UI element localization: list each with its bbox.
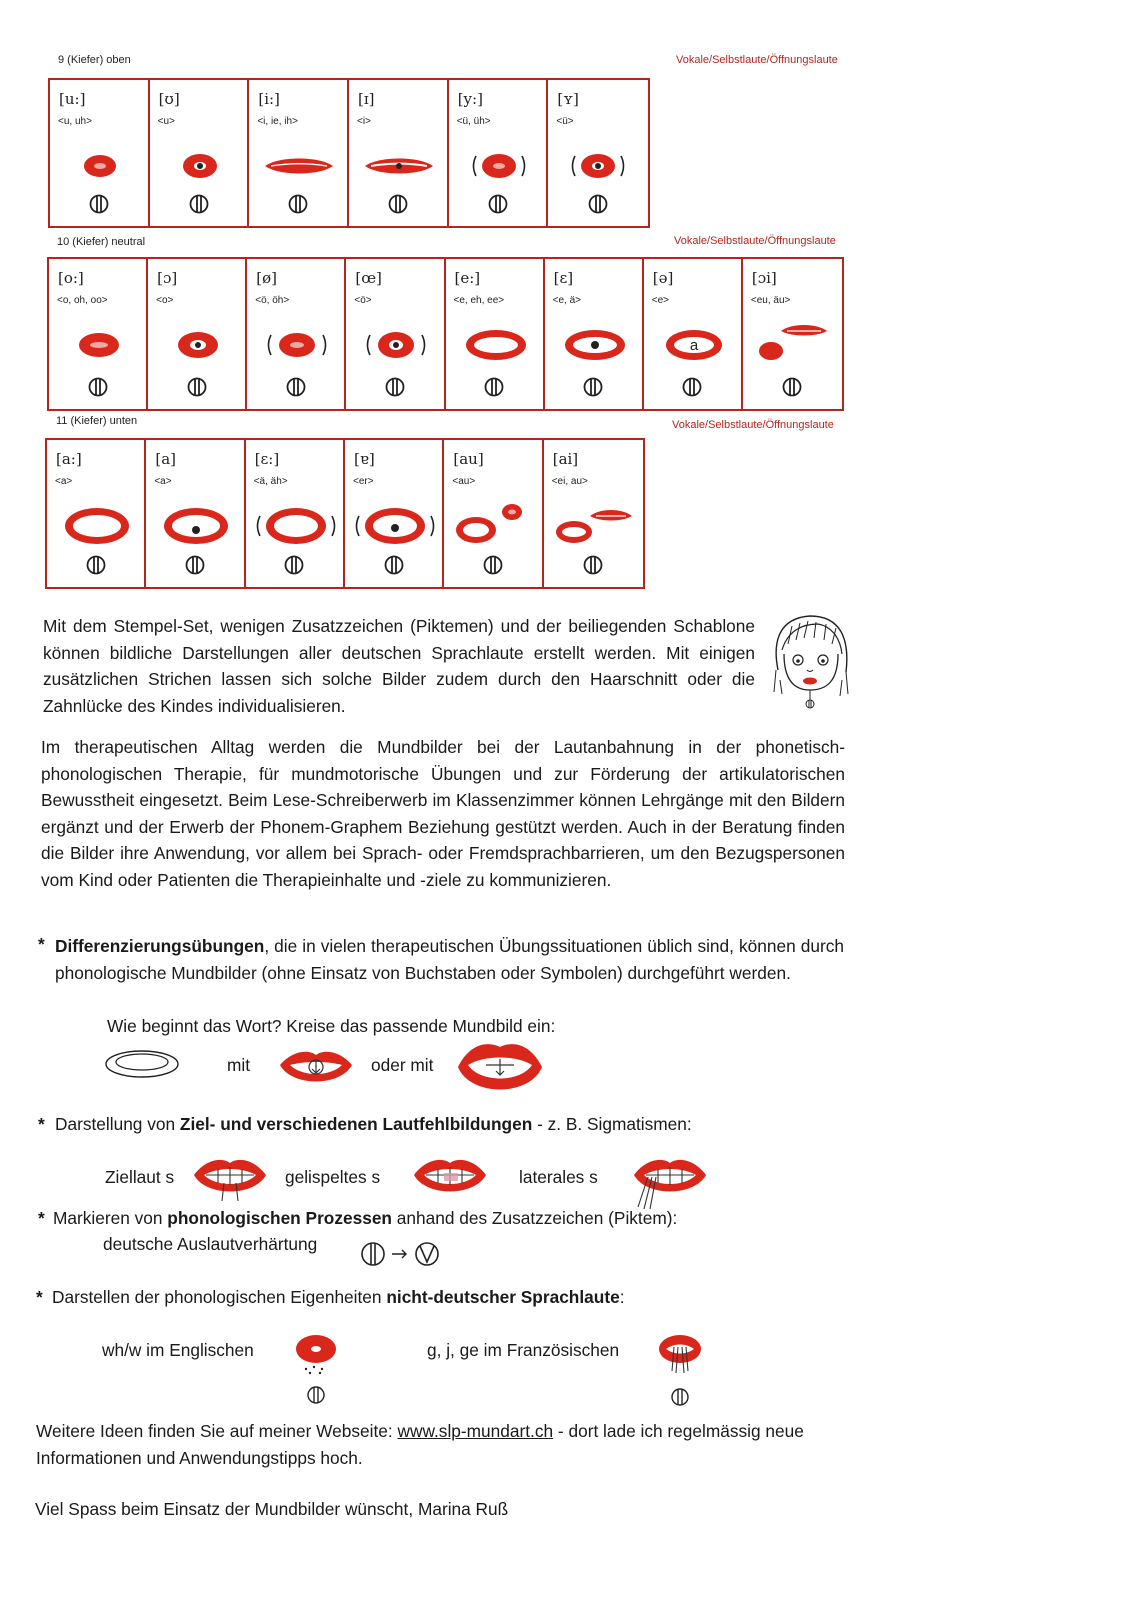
bullet-1-text [55,933,844,986]
mouth-picture [544,502,643,552]
vowel-cell [47,440,146,587]
grapheme-label: <o, oh, oo> [57,295,108,306]
voiced-icon [188,193,210,220]
grapheme-label: <i> [357,116,371,127]
mouth-picture [150,142,248,192]
vowel-cell [345,440,444,587]
website-paragraph [36,1418,844,1471]
mouth-picture [247,321,344,371]
vowel-cell [146,440,245,587]
voiced-icon [483,376,505,403]
mouth-picture [346,321,443,371]
ipa-symbol: [au] [453,450,484,468]
voiced-icon [88,193,110,220]
vowel-cell [249,80,349,226]
ipa-symbol: [ɔ] [157,269,178,287]
oder-mit-label: oder mit [371,1055,434,1075]
voiced-icon [681,376,703,403]
grapheme-label: <ö, öh> [255,295,290,306]
grapheme-label: <e, ä> [552,295,581,306]
vowel-cell [544,440,643,587]
website-pre: Weitere Ideen finden Sie auf meiner Webseite: [36,1421,398,1441]
voiced-icon [482,554,504,581]
voiced-icon [287,193,309,220]
voiced-icon [283,554,305,581]
child-face-illustration [768,610,853,710]
mouth-picture [345,502,442,552]
mouth-picture [444,502,541,552]
gelispelt-mouth-icon [412,1155,488,1208]
vowel-cell [446,259,545,409]
ipa-symbol: [o:] [58,269,84,287]
section-category-11: Vokale/Selbstlaute/Öffnungslaute [672,419,834,431]
section-label-11: 11 (Kiefer) unten [56,415,138,427]
ipa-symbol: [a:] [56,450,82,468]
voiced-icon [582,376,604,403]
vowel-cell [247,259,346,409]
voiced-icon [186,376,208,403]
mouth-picture [148,321,245,371]
grapheme-label: <ä, äh> [253,476,288,487]
grapheme-label: <u> [157,116,175,127]
lateral-mouth-icon [630,1155,710,1216]
french-label: g, j, ge im Französischen [427,1340,620,1360]
voiced-to-voiceless-icon [360,1240,444,1273]
ipa-symbol: [y:] [457,90,483,108]
mouth-picture [644,321,741,371]
closing-line: Viel Spass beim Einsatz der Mundbilder wünscht, Marina Ruß [35,1499,509,1519]
ipa-symbol: [ʏ] [557,90,579,108]
grapheme-label: <a> [154,476,172,487]
mouth-picture [548,142,648,192]
vowel-cell [743,259,842,409]
voiced-icon [582,554,604,581]
ipa-symbol: [ɔi] [751,269,777,287]
ipa-symbol: [œ] [355,269,382,287]
ipa-symbol: [i:] [258,90,280,108]
bullet-3-sub: deutsche Auslautverhärtung [103,1234,318,1254]
grapheme-label: <i, ie, ih> [257,116,298,127]
voiced-icon [85,554,107,581]
vowel-grid-lower [45,438,645,589]
mouth-oder-mit-icon [456,1039,544,1104]
mouth-mit-icon [278,1047,354,1094]
bullet-2-bold: Ziel- und verschiedenen Lautfehlbildungen [179,1114,533,1134]
bullet-3-bold: phonologischen Prozessen [167,1208,392,1228]
grapheme-label: <eu, äu> [750,295,791,306]
vowel-cell [346,259,445,409]
bullet-4-post: : [619,1287,625,1307]
grapheme-label: <ö> [354,295,372,306]
ipa-symbol: [ə] [652,269,674,287]
bullet-1-star: * [38,934,45,954]
voiced-icon [87,376,109,403]
voiced-icon [285,376,307,403]
ipa-symbol: [ø] [256,269,277,287]
bullet-2-pre: Darstellung von [55,1114,180,1134]
vowel-cell [449,80,549,226]
grapheme-label: <ei, au> [551,476,588,487]
mouth-picture [249,142,347,192]
grapheme-label: <a> [55,476,73,487]
grapheme-label: <o> [156,295,174,306]
grapheme-label: <ü, üh> [456,116,491,127]
svg-text:a: a [689,337,698,354]
voiced-icon [487,193,509,220]
voiced-icon [383,554,405,581]
mouth-picture [349,142,447,192]
bullet-3-star: * [38,1208,45,1228]
french-mouth-icon [656,1331,704,1416]
vowel-cell [246,440,345,587]
ziellaut-label: Ziellaut s [105,1167,175,1187]
ziellaut-mouth-icon [192,1155,268,1208]
ipa-symbol: [ʊ] [158,90,180,108]
voiced-icon [384,376,406,403]
vowel-cell [50,80,150,226]
mouth-picture [146,502,243,552]
voiced-icon [781,376,803,403]
ipa-symbol: [ɪ] [358,90,375,108]
bullet-4-pre: Darstellen der phonologischen Eigenheiten [52,1287,387,1307]
mouth-picture [446,321,543,371]
vowel-cell [150,80,250,226]
bullet-1-question: Wie beginnt das Wort? Kreise das passende Mundbild ein: [107,1016,556,1036]
mouth-picture [545,321,642,371]
voiced-icon [184,554,206,581]
ipa-symbol: [e:] [454,269,481,287]
ipa-symbol: [u:] [59,90,86,108]
lateral-label: laterales s [519,1167,598,1187]
mit-label: mit [227,1055,251,1075]
ipa-symbol: [ɐ] [354,450,375,468]
bullet-2-star: * [38,1114,45,1134]
gelispelt-label: gelispeltes s [285,1167,381,1187]
therapy-paragraph: Im therapeutischen Alltag werden die Mundbilder bei der Lautanbahnung in der phonetisch-phonologischen Therapie, für mundmotorische Übungen und zur Förderung der artikulatorischen Bewusstheit eingesetzt. Beim Lese-Schreiberwerb im Klassenzimmer können Lehrgänge mit den Bildern ergänzt und der Erwerb der Phonem-Graphem Beziehung gestützt werden. Auch in der Beratung finden die Bilder ihre Anwendung, vor allem bei Sprach- oder Fremdsprachbarrieren, um den Bezugspersonen vom Kind oder Patienten die Therapieinhalte und -ziele zu kommunizieren. [41,737,845,890]
bullet-1-rest: , die in vielen therapeutischen Übungssituationen üblich sind, können durch phonologische Mundbilder (ohne Einsatz von Buchstaben oder Symbolen) durchgeführt werden. [55,936,844,983]
vowel-grid-neutral [47,257,844,411]
mouth-picture [743,321,842,371]
vowel-cell [644,259,743,409]
bullet-1-bold: Differenzierungsübungen [55,936,265,956]
bullet-2-post: - z. B. Sigmatismen: [532,1114,692,1134]
section-label-10: 10 (Kiefer) neutral [57,236,146,248]
mouth-picture [246,502,343,552]
website-post: - dort lade ich regelmässig neue Informationen und Anwendungstipps hoch. [36,1421,804,1468]
vowel-cell [49,259,148,409]
grapheme-label: <e, eh, ee> [453,295,505,306]
bullet-2-text [55,1114,692,1135]
vowel-grid-upper [48,78,650,228]
bullet-3-text [53,1208,677,1229]
grapheme-label: <u, uh> [58,116,92,127]
english-label: wh/w im Englischen [102,1340,254,1360]
mouth-picture [449,142,547,192]
grapheme-label: <au> [452,476,476,487]
ipa-symbol: [ai] [552,450,579,468]
section-label-9: 9 (Kiefer) oben [58,54,131,66]
plate-icon [103,1047,183,1088]
mouth-picture [50,142,148,192]
vowel-cell [545,259,644,409]
grapheme-label: <ü> [556,116,574,127]
ipa-symbol: [ɛ] [553,269,574,287]
mouth-picture [47,502,144,552]
grapheme-label: <er> [353,476,374,487]
bullet-4-text [52,1287,625,1308]
website-link[interactable]: www.slp-mundart.ch [397,1421,554,1441]
bullet-3-post: anhand des Zusatzzeichen (Piktem): [392,1208,678,1228]
vowel-cell [444,440,543,587]
vowel-cell [349,80,449,226]
bullet-4-star: * [36,1287,43,1307]
ipa-symbol: [ɛ:] [254,450,280,468]
intro-paragraph: Mit dem Stempel-Set, wenigen Zusatzzeichen (Piktemen) und der beiliegenden Schablone können bildliche Darstellungen aller deutschen Sprachlaute erstellt werden. Mit einigen zusätzlichen Strichen lassen sich solche Bilder zudem durch den Haarschnitt oder die Zahnlücke des Kindes individualisieren. [43,616,755,716]
english-mouth-icon [292,1331,340,1416]
section-category-9: Vokale/Selbstlaute/Öffnungslaute [676,54,838,66]
section-category-10: Vokale/Selbstlaute/Öffnungslaute [674,235,836,247]
bullet-3-pre: Markieren von [53,1208,168,1228]
vowel-cell [148,259,247,409]
mouth-picture [49,321,146,371]
grapheme-label: <e> [651,295,669,306]
voiced-icon [387,193,409,220]
bullet-4-bold: nicht-deutscher Sprachlaute [386,1287,620,1307]
voiced-icon [587,193,609,220]
vowel-cell [548,80,648,226]
ipa-symbol: [a] [155,450,176,468]
